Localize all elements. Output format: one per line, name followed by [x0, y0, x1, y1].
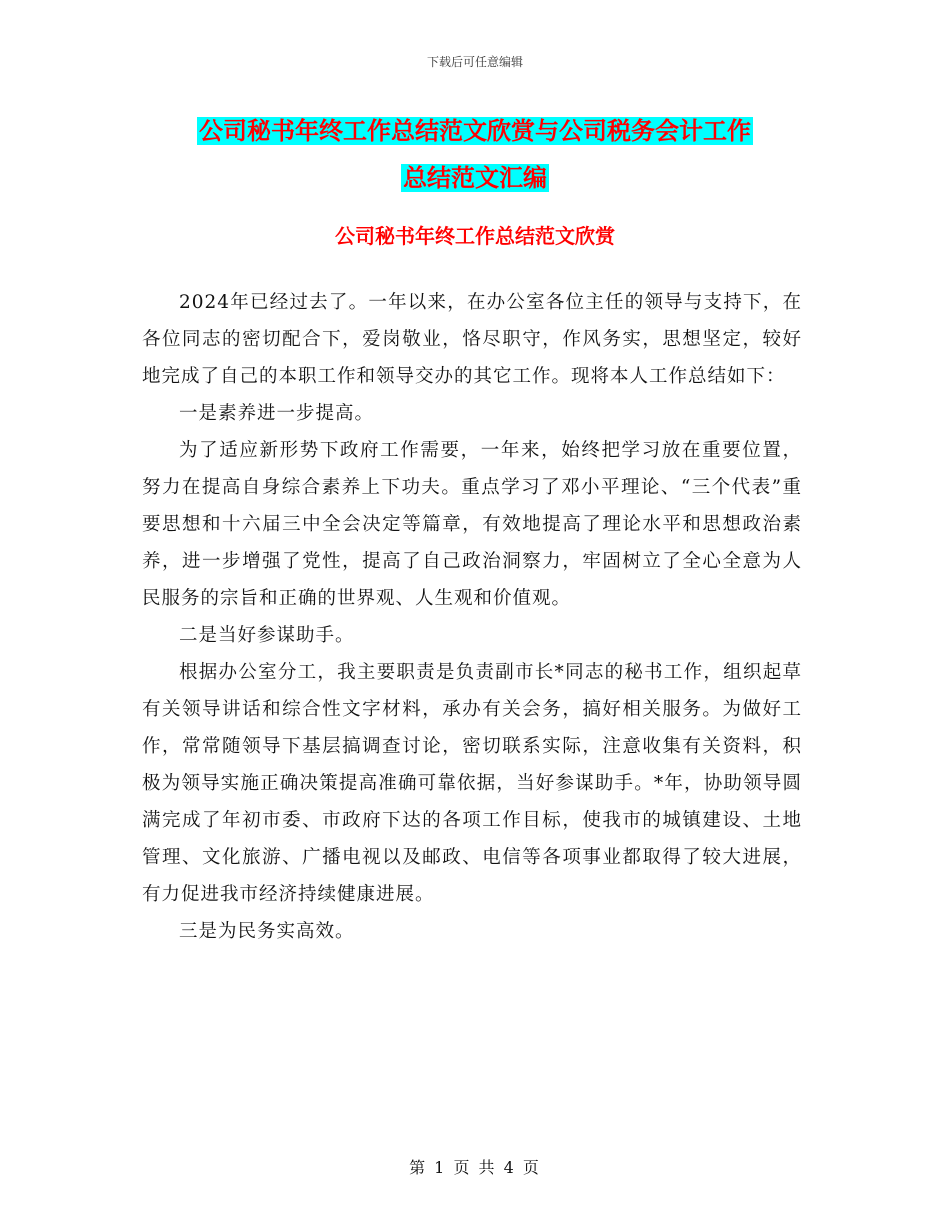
document-body: [142, 284, 802, 950]
paragraph-point-1-body: 为了适应新形势下政府工作需要，一年来，始终把学习放在重要位置，努力在提高自身综合素养上下功夫。重点学习了邓小平理论、“三个代表”重要思想和十六届三中全会决定等篇章，有效地提高了理论水平和思想政治素养，进一步增强了党性，提高了自己政治洞察力，牢固树立了全心全意为人民服务的宗旨和正确的世界观、人生观和价值观。: [142, 440, 802, 609]
page-number-footer: 第 1 页 共 4 页: [409, 1158, 541, 1177]
paragraph-point-2-body: 根据办公室分工，我主要职责是负责副市长*同志的秘书工作，组织起草有关领导讲话和综合性文字材料，承办有关会务，搞好相关服务。为做好工作，常常随领导下基层搞调查讨论，密切联系实际，注意收集有关资料，积极为领导实施正确决策提高准确可靠依据，当好参谋助手。*年，协助领导圆满完成了年初市委、市政府下达的各项工作目标，使我市的城镇建设、土地管理、文化旅游、广播电视以及邮政、电信等各项事业都取得了较大进展，有力促进我市经济持续健康进展。: [142, 662, 802, 905]
paragraph-point-3-heading: 三是为民务实高效。: [179, 921, 355, 942]
paragraph-point-1-heading: 一是素养进一步提高。: [179, 403, 375, 424]
document-title: [150, 108, 800, 202]
section-heading: 公司秘书年终工作总结范文欣赏: [335, 224, 615, 248]
document-title-line-1: 公司秘书年终工作总结范文欣赏与公司税务会计工作: [199, 117, 751, 145]
page-header-note: 下载后可任意编辑: [426, 55, 523, 69]
document-title-line-2: 总结范文汇编: [403, 164, 547, 192]
paragraph-point-2-heading: 二是当好参谋助手。: [179, 625, 355, 646]
paragraph-intro: 2024年已经过去了。一年以来，在办公室各位主任的领导与支持下，在各位同志的密切配合下，爱岗敬业，恪尽职守，作风务实，思想坚定，较好地完成了自己的本职工作和领导交办的其它工作。现将本人工作总结如下：: [142, 292, 802, 387]
